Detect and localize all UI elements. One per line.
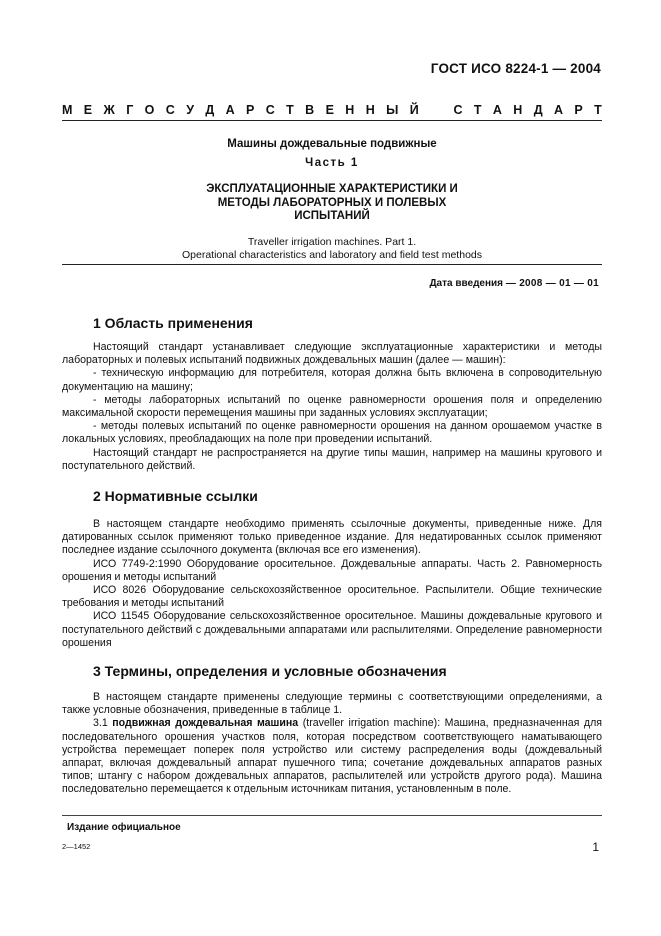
section-2-heading: 2 Нормативные ссылки (93, 488, 258, 504)
paragraph: - методы полевых испытаний по оценке равномерности орошения на данном орошаемом участке в локальных условиях, преобладающих на поле при проведении испытаний. (62, 420, 602, 446)
term: подвижная дождевальная машина (112, 717, 299, 730)
footer-rule (62, 815, 602, 816)
banner-letter: А (553, 103, 564, 117)
banner-letter: Т (594, 103, 602, 117)
paragraph: Настоящий стандарт устанавливает следующие эксплуатационные характеристики и методы лабораторных и полевых испытаний подвижных дождевальных машин (далее — машин): (62, 341, 602, 367)
banner-letter: Ж (103, 103, 115, 117)
banner-letter: С (265, 103, 275, 117)
page-number: 1 (592, 840, 599, 854)
document-part: Часть 1 (305, 157, 359, 169)
paragraph: ИСО 8026 Оборудование сельскохозяйственное оросительное. Распылители. Общие технические требования и методы испытаний (62, 584, 602, 610)
banner-letter: Ы (386, 103, 399, 117)
document-title (62, 183, 602, 224)
banner-letter: Р (246, 103, 255, 117)
paragraph: ИСО 11545 Оборудование сельскохозяйственное оросительное. Машины дождевальные кругового и поступательного действий с дождевальными аппаратами или распылителями. Определение равномерности орошения (62, 610, 602, 649)
paragraph: В настоящем стандарте необходимо применять ссылочные документы, приведенные ниже. Для датированных ссылок применяют только приведенное издание. Для недатированных ссылок применяют последнее издание ссылочного документа (включая все его изменения). (62, 518, 602, 557)
header-rule (62, 120, 602, 121)
section-1-heading: 1 Область применения (93, 315, 253, 331)
intro-date (429, 278, 599, 289)
title-rule (62, 264, 602, 265)
banner-letter: У (186, 103, 194, 117)
banner-letter: Т (473, 103, 482, 117)
intro-date-value: — 2008 — 01 — 01 (505, 278, 599, 289)
section-3-heading: 3 Термины, определения и условные обозначения (93, 663, 447, 679)
banner-letter: С (453, 103, 463, 117)
section-1-body (62, 341, 602, 473)
banner-letter: Н (513, 103, 523, 117)
banner-letter: Е (325, 103, 334, 117)
banner-letter: Р (574, 103, 583, 117)
english-title-line-1: Traveller irrigation machines. Part 1. (247, 236, 417, 248)
banner-letter: Д (533, 103, 543, 117)
term-definition (62, 717, 602, 796)
paragraph: В настоящем стандарте применены следующие термины с соответствующими определениями, а также условные обозначения, приведенные в таблице 1. (62, 691, 602, 717)
banner-letter: Д (205, 103, 215, 117)
section-3-body (62, 691, 602, 797)
section-2-body (62, 518, 602, 650)
intro-date-label: Дата введения (429, 278, 504, 289)
banner-gap (430, 103, 442, 117)
document-code: ГОСТ ИСО 8224-1 — 2004 (430, 61, 601, 76)
english-title-line-2: Operational characteristics and laboratory and field test methods (182, 249, 482, 261)
banner-letter: Г (126, 103, 134, 117)
title-line-2: МЕТОДЫ ЛАБОРАТОРНЫХ И ПОЛЕВЫХ (217, 196, 447, 209)
banner-letter: Е (83, 103, 93, 117)
term-number: 3.1 (93, 717, 113, 730)
banner-letter: А (225, 103, 235, 117)
title-line-3: ИСПЫТАНИЙ (294, 210, 370, 222)
banner-letter: В (305, 103, 315, 117)
paragraph: - техническую информацию для потребителя, которая должна быть включена в сопроводительную документацию на машину; (62, 367, 602, 393)
banner-letter: О (144, 103, 155, 117)
english-title (62, 236, 602, 262)
banner-letter: Н (345, 103, 355, 117)
paragraph: ИСО 7749-2:1990 Оборудование оросительное. Дождевальные аппараты. Часть 2. Равномерность орошения и методы испытаний (62, 557, 602, 583)
official-edition-label: Издание официальное (67, 822, 181, 833)
paragraph: Настоящий стандарт не распространяется на другие типы машин, например на машины кругового и поступательного действий. (62, 446, 602, 472)
standard-type-banner (62, 103, 602, 117)
banner-letter: А (492, 103, 502, 117)
title-line-1: ЭКСПЛУАТАЦИОННЫЕ ХАРАКТЕРИСТИКИ И (206, 183, 458, 195)
banner-letter: Й (409, 103, 419, 117)
document-subtitle: Машины дождевальные подвижные (227, 138, 437, 150)
print-code: 2—1452 (62, 842, 91, 851)
banner-letter: Н (365, 103, 375, 117)
banner-letter: Т (286, 103, 294, 117)
term-definition-text: (traveller irrigation machine): Машина, предназначенная для последовательного орошения участков поля, которая посредством соответствующего наматывающего устройства перемещает поперек поля устройство или систему распределения воды (дождевальный аппарат, включая дождевальный аппарат пушечного типа; сочетание дождевальных аппаратов разных типов; штангу с набором дождевальных аппаратов, распылителей или устройств другого рода). Машина последовательно перемещается к отдельным источникам питания, установленным в поле. (62, 717, 602, 796)
paragraph: - методы лабораторных испытаний по оценке равномерности орошения поля и определению максимальной скорости перемещения машины при заданных условиях эксплуатации; (62, 393, 602, 420)
banner-letter: М (62, 103, 73, 117)
banner-letter: С (165, 103, 175, 117)
